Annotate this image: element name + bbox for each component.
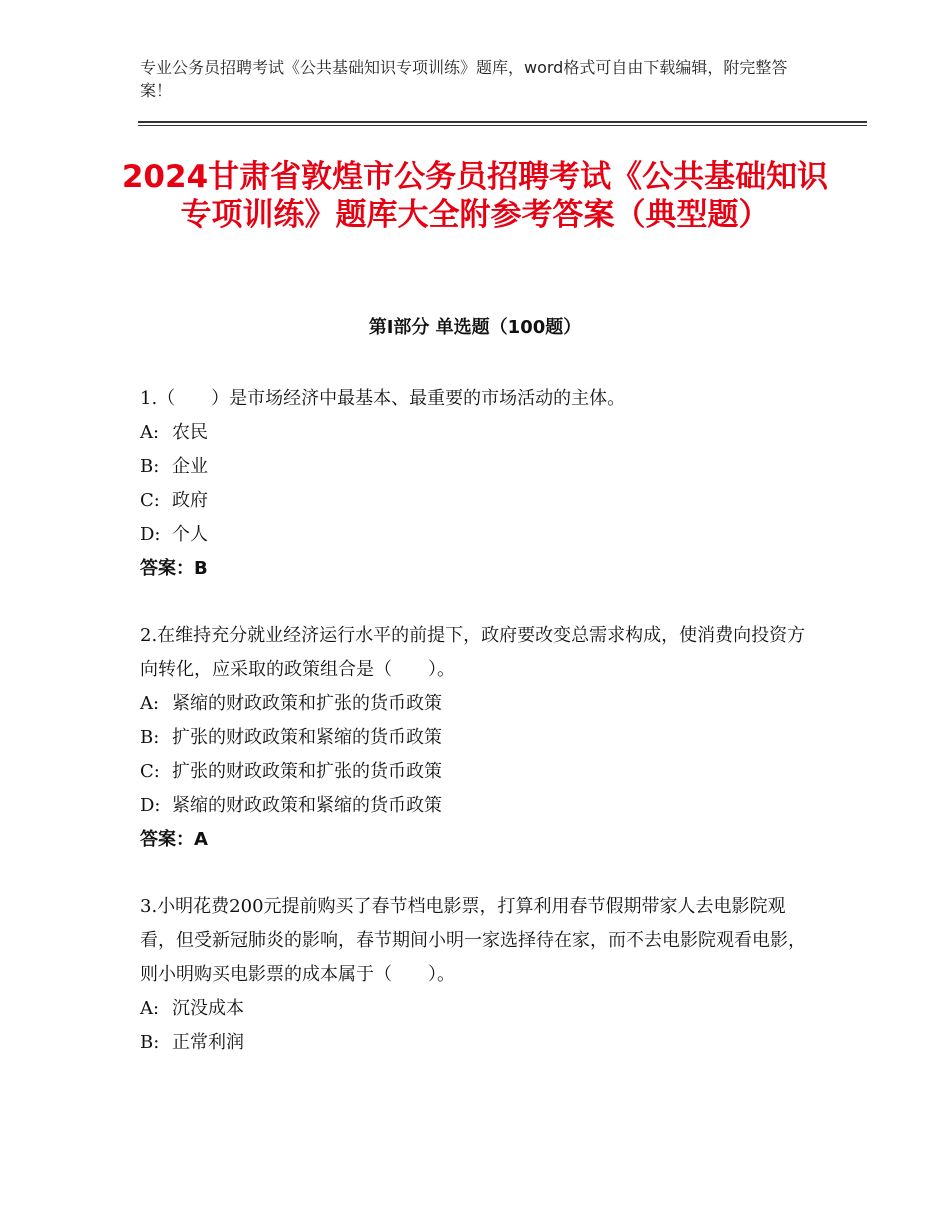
option-key: A: (140, 422, 160, 443)
option-a (140, 687, 810, 721)
option-key: B: (140, 727, 160, 748)
option-a (140, 992, 810, 1026)
option-text: 紧缩的财政政策和扩张的货币政策 (172, 693, 442, 714)
option-d (140, 518, 810, 552)
option-text: 个人 (172, 524, 208, 545)
question-list (140, 382, 810, 1093)
option-b (140, 450, 810, 484)
option-text: 扩张的财政政策和扩张的货币政策 (172, 761, 442, 782)
option-c (140, 484, 810, 518)
option-key: D: (140, 795, 161, 816)
option-key: B: (140, 456, 160, 477)
option-text: 沉没成本 (172, 998, 244, 1019)
option-key: A: (140, 998, 160, 1019)
option-key: C: (140, 761, 160, 782)
option-key: B: (140, 1032, 160, 1053)
option-b (140, 1026, 810, 1060)
option-key: D: (140, 524, 161, 545)
question-1 (140, 382, 810, 586)
question-3 (140, 890, 810, 1060)
header-divider-thin (138, 125, 867, 126)
option-c (140, 755, 810, 789)
question-text: 3.小明花费200元提前购买了春节档电影票，打算利用春节假期带家人去电影院观看，但受新冠肺炎的影响，春节期间小明一家选择待在家，而不去电影院观看电影，则小明购买电影票的成本属于（ ）。 (140, 896, 806, 985)
option-d (140, 789, 810, 823)
option-text: 正常利润 (172, 1032, 244, 1053)
header-note: 专业公务员招聘考试《公共基础知识专项训练》题库，word格式可自由下载编辑，附完整答案！ (140, 58, 788, 100)
question-text: 2.在维持充分就业经济运行水平的前提下，政府要改变总需求构成，使消费向投资方向转化，应采取的政策组合是（ ）。 (140, 625, 806, 680)
option-text: 企业 (172, 456, 208, 477)
option-text: 农民 (172, 422, 208, 443)
option-text: 政府 (172, 490, 208, 511)
option-key: A: (140, 693, 160, 714)
option-b (140, 721, 810, 755)
option-key: C: (140, 490, 160, 511)
option-text: 扩张的财政政策和紧缩的货币政策 (172, 727, 442, 748)
question-text: 1.（ ）是市场经济中最基本、最重要的市场活动的主体。 (140, 388, 626, 409)
answer-label: 答案：A (140, 829, 208, 850)
option-a (140, 416, 810, 450)
question-2 (140, 619, 810, 857)
option-text: 紧缩的财政政策和紧缩的货币政策 (172, 795, 442, 816)
answer-label: 答案：B (140, 558, 208, 579)
section-heading: 第Ⅰ部分 单选题（100题） (368, 317, 582, 338)
document-title: 2024甘肃省敦煌市公务员招聘考试《公共基础知识专项训练》题库大全附参考答案（典型题） (121, 159, 829, 233)
header-divider (138, 121, 867, 123)
